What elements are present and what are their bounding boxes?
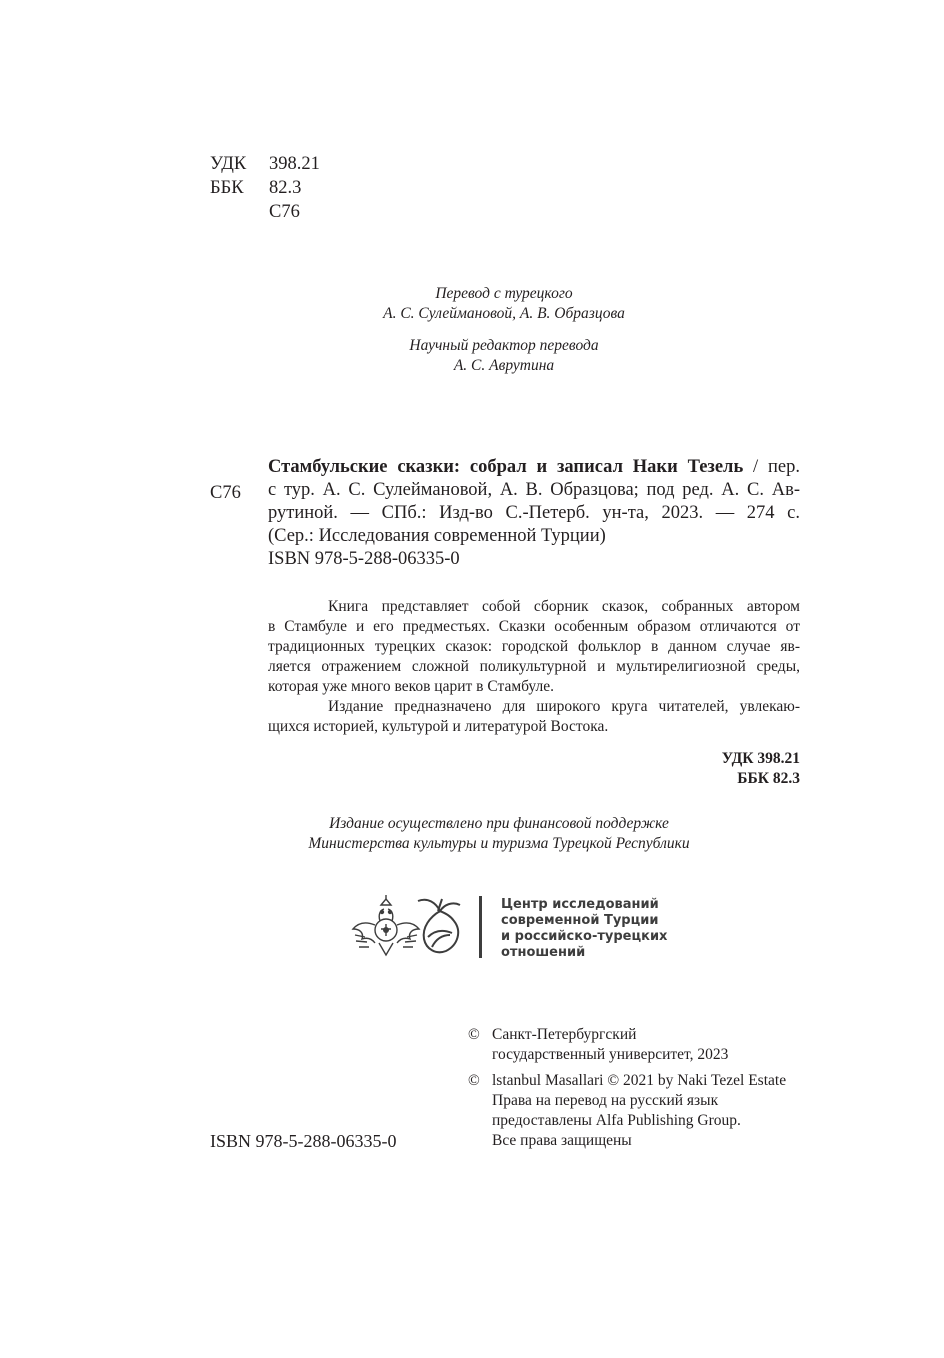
support-note <box>270 814 728 854</box>
translation-from-line: Перевод с турецкого <box>435 285 573 302</box>
copyright-symbol: © <box>468 1026 480 1043</box>
copyright-entry <box>468 1071 808 1151</box>
copyright-line: Санкт-Петербургский <box>492 1026 637 1043</box>
spbu-coat-of-arms-icon <box>350 893 422 963</box>
center-name <box>501 897 667 961</box>
author-mark: С76 <box>269 202 300 222</box>
catalog-entry <box>268 456 800 571</box>
abstract-line: в Стамбуле и его предместьях. Сказки особенным образом отличаются от <box>268 618 800 635</box>
copyright-line: lstanbul Masallari © 2021 by Naki Tezel Estate <box>492 1072 787 1089</box>
catalog-line-1-rest: / пер. <box>743 457 800 477</box>
copyright-entry <box>468 1025 808 1065</box>
copyright-block <box>468 1025 808 1151</box>
catalog-mark: С76 <box>210 483 241 503</box>
book-title: Стамбульские сказки: собрал и записал Наки Тезель <box>268 457 744 477</box>
udk-row <box>210 152 320 176</box>
catalog-line-2: с тур. А. С. Сулеймановой, А. В. Образцова; под ред. А. С. Ав- <box>268 480 800 500</box>
abstract-line: щихся историей, культурой и литературой Востока. <box>268 718 609 735</box>
abstract-line: Книга представляет собой сборник сказок, собранных автором <box>328 598 800 615</box>
abstract-line: ляется отражением сложной поликультурной и мультирелигиозной среды, <box>268 658 800 675</box>
index-right <box>722 749 800 789</box>
bbk-label: ББК <box>210 178 244 198</box>
translators-block <box>300 284 708 376</box>
scientific-editor-line: Научный редактор перевода <box>409 337 599 354</box>
bbk-value: 82.3 <box>269 178 302 198</box>
center-name-line: отношений <box>501 945 586 960</box>
support-line-1: Издание осуществлено при финансовой поддержке <box>329 815 669 832</box>
bottom-isbn: ISBN 978-5-288-06335-0 <box>210 1131 397 1151</box>
copyright-symbol: © <box>468 1072 480 1089</box>
abstract-line: Издание предназначено для широкого круга читателей, увлекаю- <box>328 698 800 715</box>
copyright-line: государственный университет, 2023 <box>492 1046 729 1063</box>
index-udk: УДК 398.21 <box>721 750 800 767</box>
logo-divider <box>479 896 482 958</box>
support-line-2: Министерства культуры и туризма Турецкой Республики <box>308 835 690 852</box>
author-mark-row <box>210 200 320 224</box>
translators-names: А. С. Сулеймановой, А. В. Образцова <box>383 305 625 322</box>
udk-value: 398.21 <box>269 154 320 174</box>
center-name-line: и российско-турецких <box>501 929 668 944</box>
copyright-line: предоставлены Alfa Publishing Group. <box>492 1112 741 1129</box>
center-name-line: современной Турции <box>501 913 659 928</box>
index-bbk: ББК 82.3 <box>737 770 800 787</box>
abstract <box>268 597 800 737</box>
copyright-line: Права на перевод на русский язык <box>492 1092 719 1109</box>
classification-block <box>210 152 320 224</box>
center-name-line: Центр исследований <box>501 897 659 912</box>
catalog-isbn: ISBN 978-5-288-06335-0 <box>268 549 460 569</box>
abstract-line: традиционных турецких сказок: городской фольклор в данном случае яв- <box>268 638 800 655</box>
leaf-bird-icon <box>414 895 466 957</box>
scientific-editor-name: А. С. Аврутина <box>453 357 555 374</box>
bbk-row <box>210 176 320 200</box>
catalog-line-1 <box>268 456 800 479</box>
catalog-line-3: рутиной. — СПб.: Изд-во С.-Петерб. ун-та, 2023. — 274 с. <box>268 503 800 523</box>
abstract-line: которая уже много веков царит в Стамбуле. <box>268 678 554 695</box>
udk-label: УДК <box>210 154 247 174</box>
catalog-line-4: (Сер.: Исследования современной Турции) <box>268 526 606 546</box>
copyright-line: Все права защищены <box>492 1132 632 1149</box>
